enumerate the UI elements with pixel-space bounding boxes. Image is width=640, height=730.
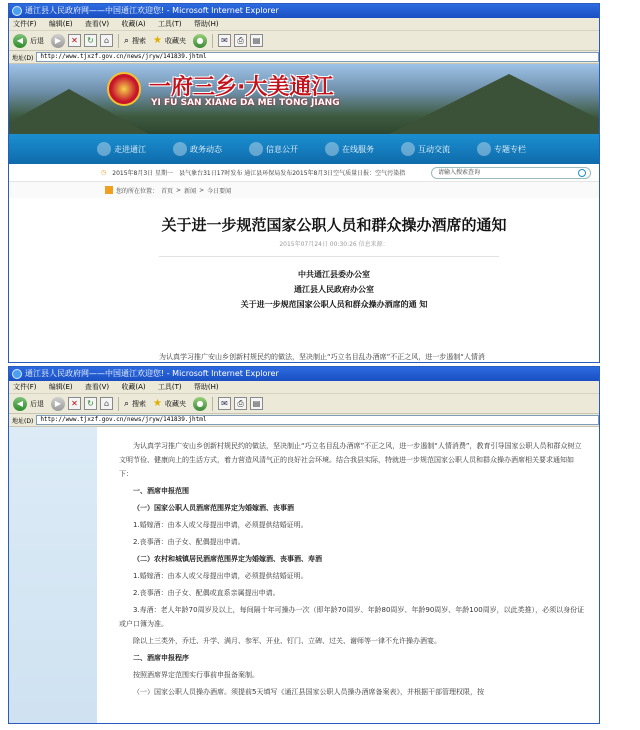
- menu-edit[interactable]: 编辑(E): [48, 20, 73, 28]
- breadcrumb-news[interactable]: 新闻: [184, 187, 197, 195]
- article-paragraph: （一）国家公职人员操办酒席。须提前5天填写《通江县国家公职人员操办酒席备案表》，并根据干部管理权限，按: [133, 688, 484, 696]
- search-label[interactable]: 搜索: [132, 399, 147, 408]
- article-paragraph: 2.丧事酒：由子女、配偶或直系亲属提出申请。: [133, 589, 280, 597]
- toolbar: [9, 394, 599, 414]
- nav-label: 专题专栏: [494, 144, 526, 154]
- breadcrumb-home[interactable]: 首页: [161, 187, 174, 195]
- banner-title: 一府三乡·大美通江: [149, 75, 334, 100]
- article-section-heading: 一、酒席申报范围: [133, 487, 189, 495]
- favorites-icon[interactable]: ★: [153, 398, 163, 409]
- stop-icon[interactable]: ✕: [68, 397, 81, 410]
- forward-icon[interactable]: ▶: [51, 397, 65, 411]
- current-date: 2015年8月3日 星期一: [112, 170, 174, 177]
- national-emblem-icon: [107, 72, 141, 106]
- nav-item[interactable]: [97, 142, 173, 156]
- address-label: 地址(D): [12, 417, 34, 425]
- nav-item[interactable]: [173, 142, 249, 156]
- back-icon[interactable]: ◀: [13, 34, 27, 48]
- back-label[interactable]: 后退: [30, 399, 44, 408]
- nav-label: 政务动态: [190, 144, 222, 154]
- title-bar: [9, 4, 599, 18]
- article-paragraph: 除以上三类外，乔迁、升学、满月、参军、开业、钉门、立碑、过关、谢师等一律不允许操办酒宴。: [133, 637, 441, 645]
- nav-label: 走进通江: [114, 144, 146, 154]
- page-content: [9, 64, 599, 362]
- home-icon[interactable]: ⌂: [100, 34, 113, 47]
- browser-window-top: [8, 3, 600, 363]
- address-bar: [9, 51, 599, 64]
- breadcrumb-current[interactable]: 今日要闻: [207, 187, 232, 195]
- breadcrumb-label: 您的所在位置：: [116, 187, 159, 195]
- menu-bar: [9, 18, 599, 31]
- stop-icon[interactable]: ✕: [68, 34, 81, 47]
- menu-tools[interactable]: 工具(T): [157, 383, 182, 391]
- back-label[interactable]: 后退: [30, 36, 44, 45]
- nav-icon: [477, 142, 491, 156]
- address-bar: [9, 414, 599, 427]
- edit-icon[interactable]: ▤: [250, 34, 263, 47]
- nav-item[interactable]: [249, 142, 325, 156]
- favorites-label[interactable]: 收藏夹: [165, 36, 187, 45]
- nav-icon: [97, 142, 111, 156]
- site-search-input[interactable]: [431, 167, 591, 179]
- nav-item[interactable]: [325, 142, 401, 156]
- menu-bar: [9, 381, 599, 394]
- ie-icon: [12, 369, 22, 379]
- clock-icon: ◷: [101, 169, 107, 176]
- info-bar: [9, 164, 599, 182]
- address-label: 地址(D): [12, 54, 34, 62]
- toolbar-divider: [212, 397, 213, 411]
- menu-file[interactable]: 文件(F): [13, 20, 37, 28]
- url-field[interactable]: http://www.tjxzf.gov.cn/news/jryw/141839.jhtml: [36, 415, 599, 425]
- article-paragraph: 2.丧事酒：由子女、配偶提出申请。: [133, 538, 245, 546]
- mountain-shape: [389, 74, 599, 134]
- issuer-party-office: 中共通江县委办公室: [298, 270, 370, 279]
- breadcrumb: [9, 182, 599, 198]
- page-content: [9, 427, 599, 723]
- refresh-icon[interactable]: ↻: [84, 397, 97, 410]
- breadcrumb-sep: >: [199, 186, 205, 194]
- toolbar-divider: [118, 34, 119, 48]
- article-first-line: 为认真学习推广安山乡创新村规民约的做法，坚决制止“巧立名目乱办酒席”不正之风，进一步遏制“人情消: [159, 353, 485, 361]
- news-ticker[interactable]: 县气象台31日17时发布 通江县环保局发布2015年8月3日空气质量日报：空气污染指: [179, 170, 406, 177]
- nav-item[interactable]: [401, 142, 477, 156]
- home-icon[interactable]: ⌂: [100, 397, 113, 410]
- menu-favorites[interactable]: 收藏(A): [121, 20, 146, 28]
- search-icon[interactable]: ⌕: [124, 398, 130, 409]
- toolbar: [9, 31, 599, 51]
- window-title: 通江县人民政府网——中国通江欢迎您! - Microsoft Internet Explorer: [25, 6, 279, 15]
- nav-icon: [173, 142, 187, 156]
- nav-label: 信息公开: [266, 144, 298, 154]
- search-icon[interactable]: [578, 169, 586, 177]
- menu-help[interactable]: 帮助(H): [193, 383, 219, 391]
- title-divider: [159, 256, 499, 257]
- article-section-heading: （二）农村和城镇居民酒席范围界定为婚嫁酒、丧事酒、寿酒: [133, 555, 322, 563]
- refresh-icon[interactable]: ↻: [84, 34, 97, 47]
- menu-view[interactable]: 查看(V): [84, 20, 110, 28]
- nav-label: 在线服务: [342, 144, 374, 154]
- search-placeholder: 请输入搜索查询: [438, 168, 481, 176]
- favorites-icon[interactable]: ★: [153, 35, 163, 46]
- search-icon[interactable]: ⌕: [124, 35, 130, 46]
- menu-favorites[interactable]: 收藏(A): [121, 383, 146, 391]
- menu-tools[interactable]: 工具(T): [157, 20, 182, 28]
- menu-edit[interactable]: 编辑(E): [48, 383, 73, 391]
- mail-icon[interactable]: ✉: [218, 34, 231, 47]
- article-section-heading: 二、酒席申报程序: [133, 654, 189, 662]
- nav-item[interactable]: [477, 142, 553, 156]
- forward-icon[interactable]: ▶: [51, 34, 65, 48]
- article-paragraph: 按照酒席界定范围实行事前申报备案制。: [133, 671, 259, 679]
- banner-subtitle: YI FU SAN XIANG DA MEI TONG JIANG: [151, 98, 340, 108]
- notice-heading: 关于进一步规范国家公职人员和群众操办酒席的通 知: [240, 300, 428, 309]
- site-banner: [9, 64, 599, 134]
- article-paragraph: 1.婚嫁酒：由本人或父母提出申请，必须提供结婚证明。: [133, 521, 308, 529]
- location-icon: [105, 186, 113, 194]
- article-paragraph: 3.寿酒：老人年龄70周岁及以上，每间隔十年可操办一次（即年龄70周岁、年龄80周岁、年龄90周岁、年龄100周岁，以此类推），必须以身份证或户口簿为准。: [119, 606, 585, 628]
- media-icon[interactable]: ●: [193, 34, 207, 48]
- ie-icon: [12, 6, 22, 16]
- window-title: 通江县人民政府网——中国通江欢迎您! - Microsoft Internet Explorer: [25, 369, 279, 378]
- favorites-label[interactable]: 收藏夹: [165, 399, 187, 408]
- media-icon[interactable]: ●: [193, 397, 207, 411]
- mail-icon[interactable]: ✉: [218, 397, 231, 410]
- article-paragraph: 为认真学习推广安山乡创新村规民约的做法，坚决制止“巧立名目乱办酒席”不正之风，进一步遏制“人情消费”，教育引导国家公职人员和群众树立文明节俭、健康向上的生活方式，着力营造风清气正的良好社会环境。结合我县实际，特就进一步规范国家公职人员和群众操办酒席相关要求通知如下：: [119, 442, 582, 478]
- nav-icon: [401, 142, 415, 156]
- search-label[interactable]: 搜索: [132, 36, 147, 45]
- nav-icon: [249, 142, 263, 156]
- title-bar: [9, 367, 599, 381]
- breadcrumb-sep: >: [176, 186, 182, 194]
- issuer-gov-office: 通江县人民政府办公室: [294, 285, 374, 294]
- menu-file[interactable]: 文件(F): [13, 383, 37, 391]
- back-icon[interactable]: ◀: [13, 397, 27, 411]
- menu-help[interactable]: 帮助(H): [193, 20, 219, 28]
- nav-icon: [325, 142, 339, 156]
- article-body: [97, 427, 599, 723]
- article-meta: 2015年07月24日 00:30:26 信息来源：: [279, 241, 389, 248]
- print-icon[interactable]: ⎙: [234, 34, 247, 47]
- menu-view[interactable]: 查看(V): [84, 383, 110, 391]
- article-section-heading: （一）国家公职人员酒席范围界定为婚嫁酒、丧事酒: [133, 504, 294, 512]
- article-paragraph: 1.婚嫁酒：由本人或父母提出申请，必须提供结婚证明。: [133, 572, 308, 580]
- edit-icon[interactable]: ▤: [250, 397, 263, 410]
- site-nav: [9, 134, 599, 164]
- url-field[interactable]: http://www.tjxzf.gov.cn/news/jryw/141839.jhtml: [36, 52, 599, 62]
- nav-label: 互动交流: [418, 144, 450, 154]
- toolbar-divider: [118, 397, 119, 411]
- article-title: 关于进一步规范国家公职人员和群众操办酒席的通知: [161, 216, 507, 234]
- print-icon[interactable]: ⎙: [234, 397, 247, 410]
- browser-window-bottom: [8, 366, 600, 724]
- toolbar-divider: [212, 34, 213, 48]
- page-side-background: [9, 427, 97, 723]
